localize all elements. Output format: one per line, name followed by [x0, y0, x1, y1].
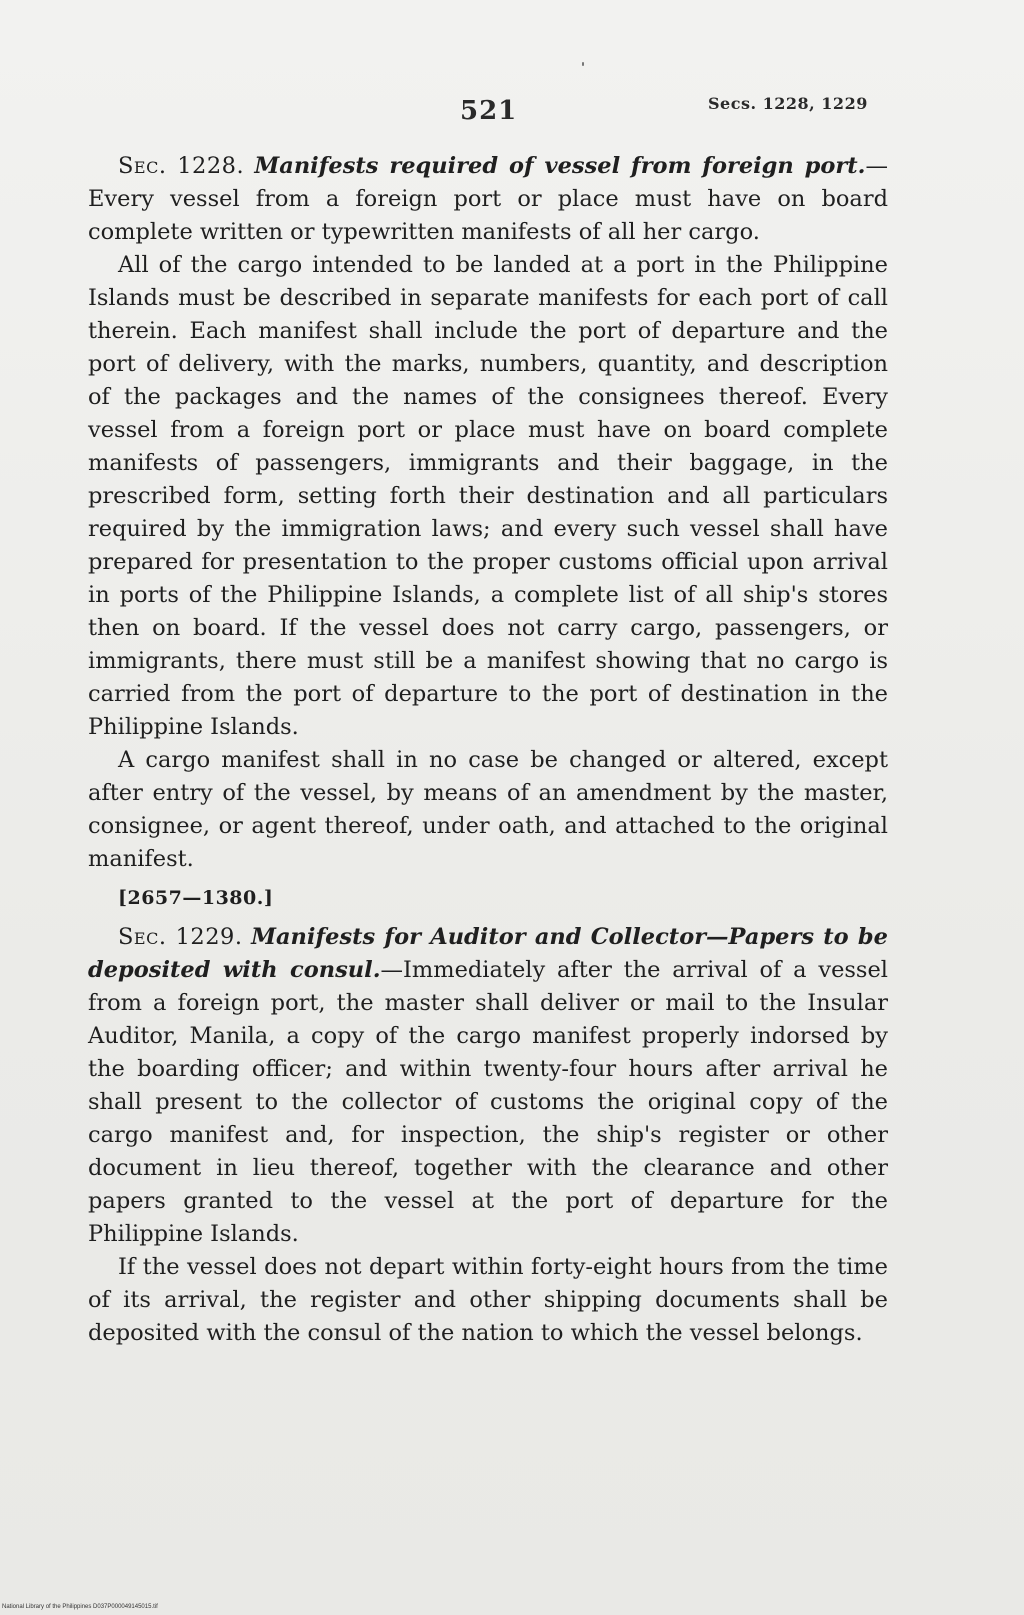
section-1228-lead-paragraph	[88, 150, 888, 249]
section-label: Sec. 1228.	[118, 153, 245, 179]
section-heading: Manifests required of vessel from foreign port.	[254, 153, 866, 179]
body-text	[88, 150, 888, 1350]
section-reference: Secs. 1228, 1229	[708, 94, 868, 113]
page-number: 521	[460, 96, 518, 126]
section-1229-lead-paragraph	[88, 921, 888, 1251]
section-1228-paragraph-1: All of the cargo intended to be landed at a port in the Philippine Islands must be described in separate manifests for each port of call therein. Each manifest shall include the port of departure and the port of delivery, with the marks, numbers, quantity, and description of the packages and the names of the consignees thereof. Every vessel from a foreign port or place must have on board complete manifests of passengers, immigrants and their baggage, in the prescribed form, setting forth their destination and all particulars required by the immigration laws; and every such vessel shall have prepared for presentation to the proper customs official upon arrival in ports of the Philippine Islands, a complete list of all ship's stores then on board. If the vessel does not carry cargo, passengers, or immigrants, there must still be a manifest showing that no cargo is carried from the port of departure to the port of destination in the Philippine Islands.	[88, 252, 888, 740]
running-head	[0, 90, 1024, 130]
section-lead-text: —Immediately after the arrival of a vessel from a foreign port, the master shall deliver or mail to the Insular Auditor, Manila, a copy of the cargo manifest properly indorsed by the boarding officer; and within twenty-four hours after arrival he shall present to the collector of customs the original copy of the cargo manifest and, for inspection, the ship's register or other document in lieu thereof, together with the clearance and other papers granted to the vessel at the port of departure for the Philippine Islands.	[88, 957, 888, 1247]
section-1229-paragraph-1: If the vessel does not depart within forty-eight hours from the time of its arrival, the register and other shipping documents shall be deposited with the consul of the nation to which the vessel belongs.	[88, 1254, 888, 1346]
section-label: Sec. 1229.	[118, 924, 243, 950]
section-heading: Manifests for Auditor and Collector—Papers to be deposited with consul.	[88, 924, 888, 983]
scan-footer: National Library of the Philippines D037P000049145015.tif	[2, 1604, 158, 1610]
scan-speck	[582, 62, 584, 66]
section-lead-text: —Every vessel from a foreign port or place must have on board complete written or typewritten manifests of all her cargo.	[88, 153, 888, 245]
section-1228-paragraph-2: A cargo manifest shall in no case be changed or altered, except after entry of the vessel, by means of an amendment by the master, consignee, or agent thereof, under oath, and attached to the original manifest.	[88, 747, 888, 872]
section-1228-citation: [2657—1380.]	[118, 887, 274, 909]
